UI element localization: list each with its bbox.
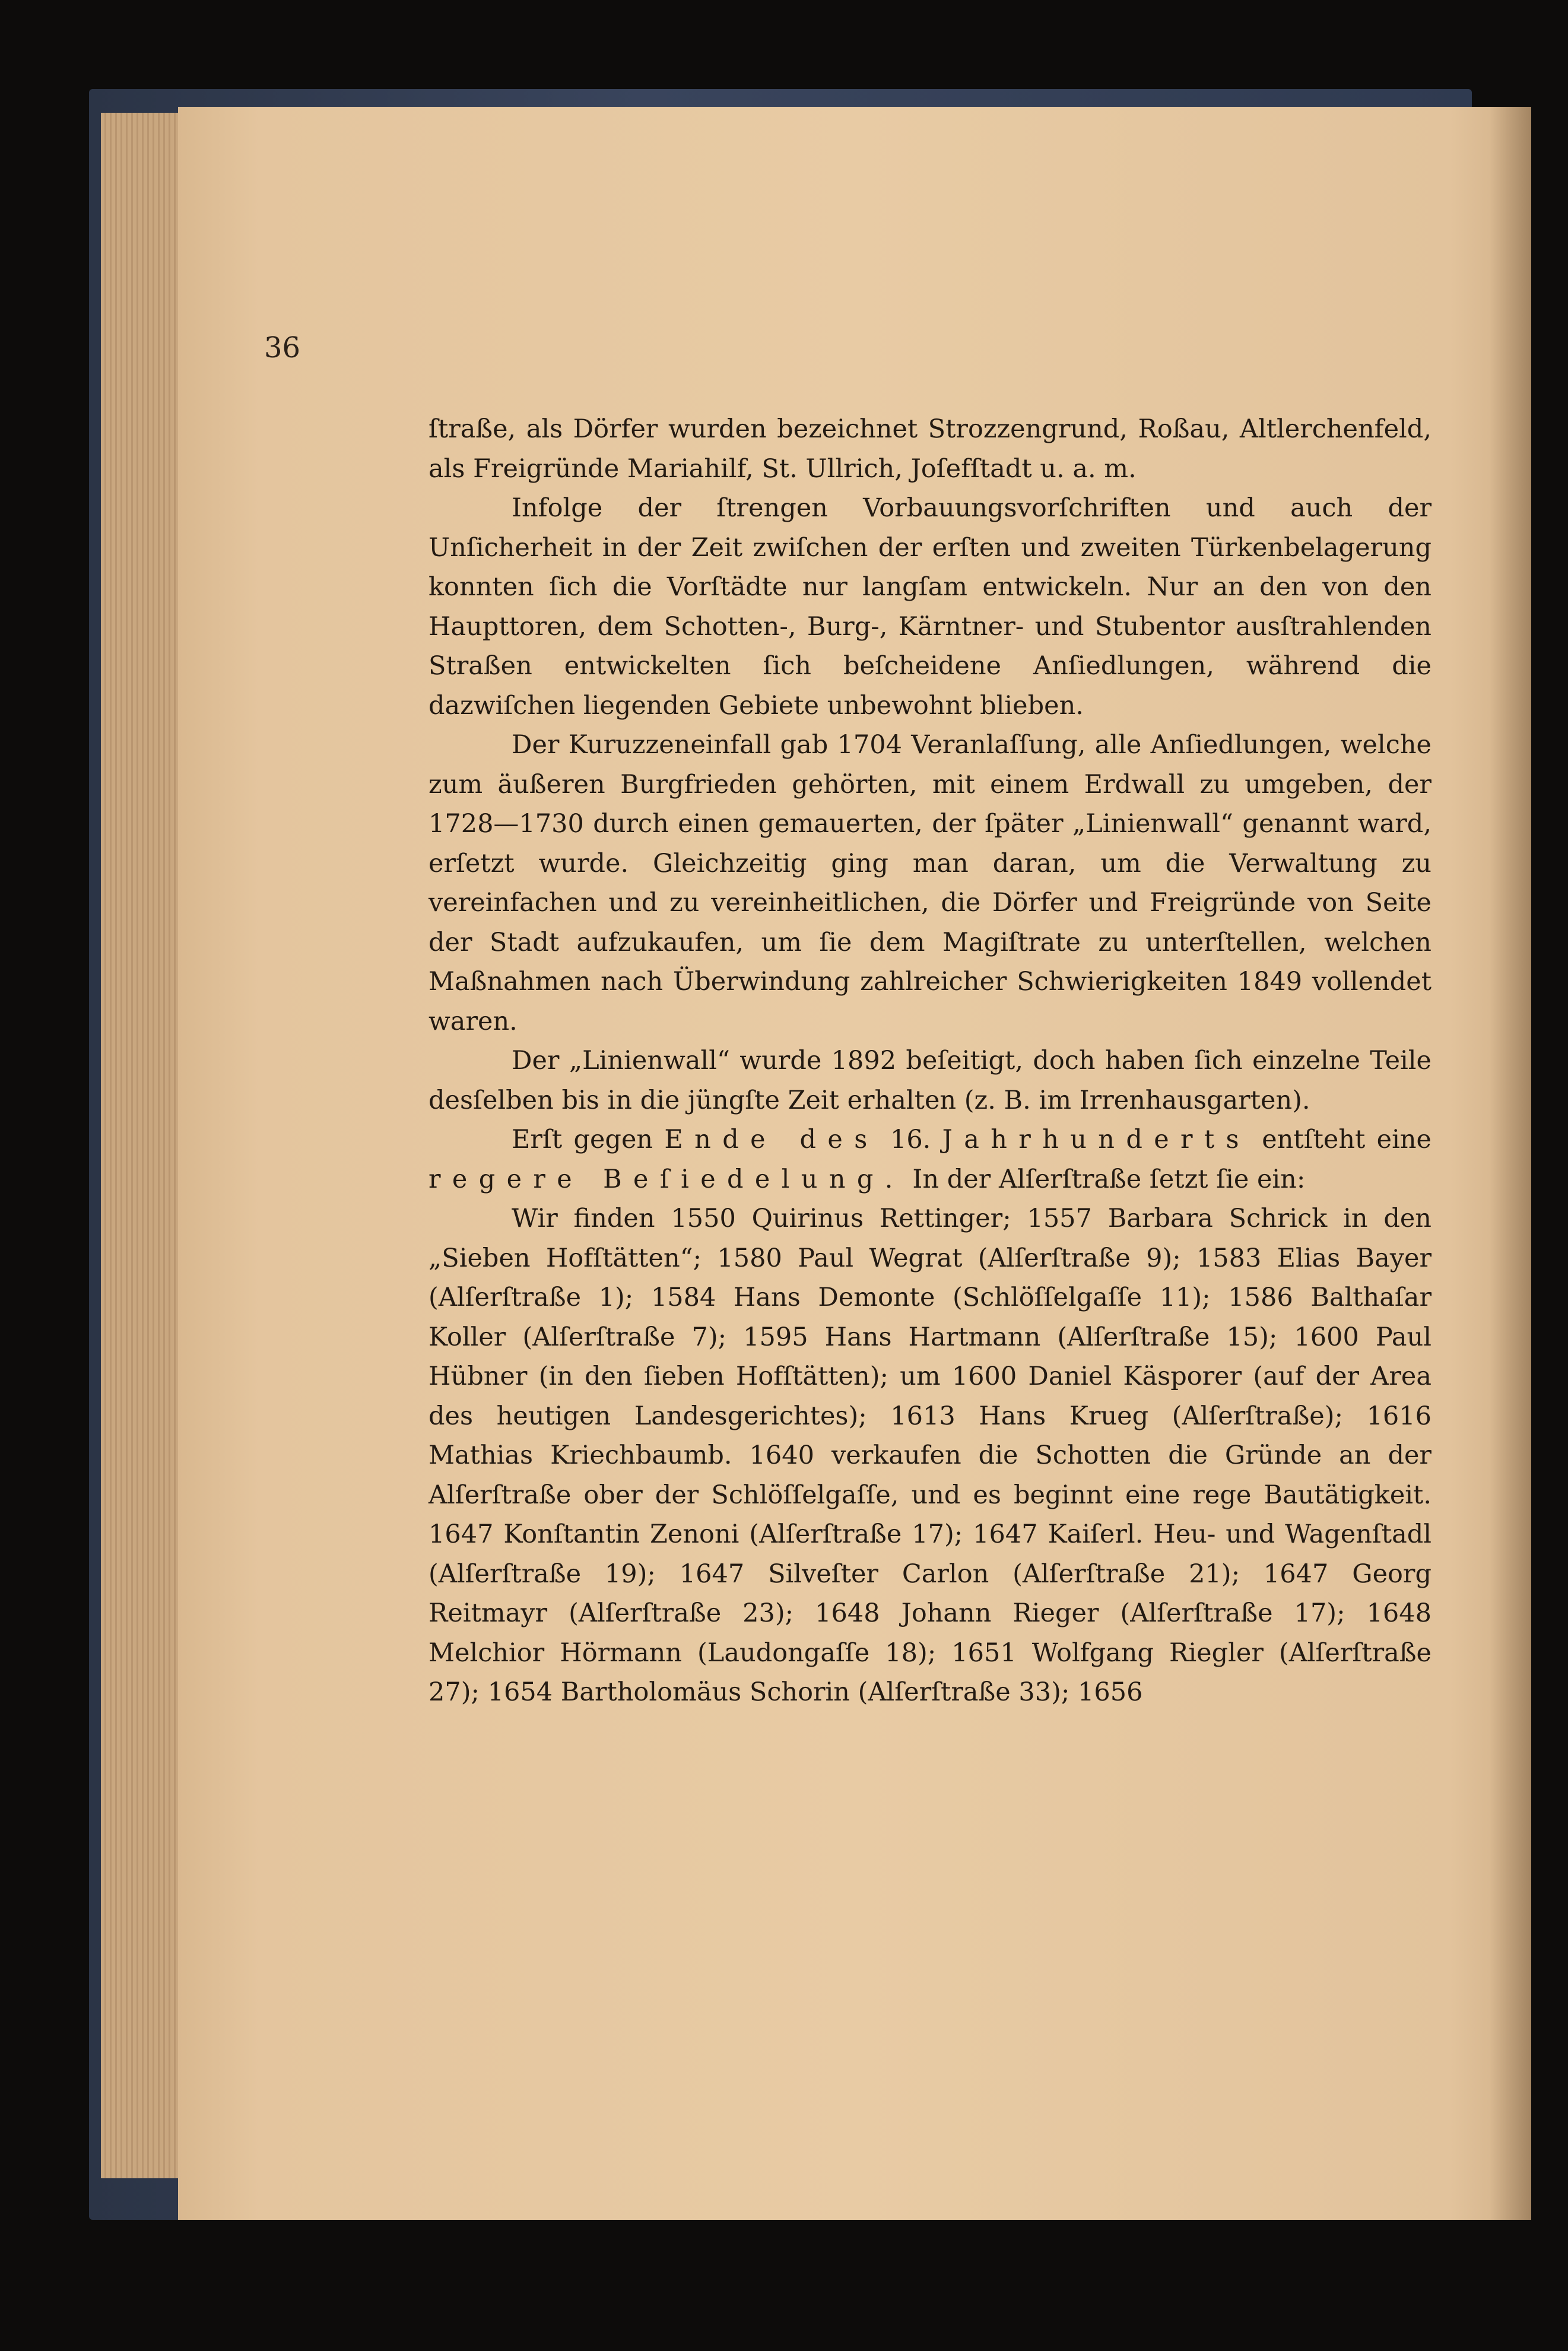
paragraph-3: Der Kuruzzeneinfall gab 1704 Veranlaſſung, alle Anſiedlungen, welche zum äußeren Burgfrieden gehörten, mit einem Erdwall zu umgeben, der 1728—1730 durch einen gemauerten, der ſpäter „Linienwall“ genannt ward, erſetzt wurde. Gleichzeitig ging man daran, um die Verwaltung zu vereinfachen und zu vereinheitlichen, die Dörfer und Freigründe von Seite der Stadt aufzukaufen, um ſie dem Magiſtrate zu unterſtellen, welchen Maßnahmen nach Überwindung zahlreicher Schwierigkeiten 1849 vollendet waren. [428, 730, 1431, 1036]
text-body [428, 410, 1431, 1712]
page-number: 36 [264, 331, 301, 364]
paragraph-5-spaced-1: Ende des [664, 1125, 879, 1154]
gutter-shadow [1490, 107, 1531, 2220]
paragraph-6: Wir finden 1550 Quirinus Rettinger; 1557 Barbara Schrick in den „Sieben Hofſtätten“; 1580 Paul Wegrat (Alſerſtraße 9); 1583 Elias Bayer (Alſerſtraße 1); 1584 Hans Demonte (Schlöſſelgaſſe 11); 1586 Balthaſar Koller (Alſerſtraße 7); 1595 Hans Hartmann (Alſerſtraße 15); 1600 Paul Hübner (in den ſieben Hofſtätten); um 1600 Daniel Käsporer (auf der Area des heutigen Landesgerichtes); 1613 Hans Krueg (Alſerſtraße); 1616 Mathias Kriechbaumb. 1640 verkaufen die Schotten die Gründe an der Alſerſtraße ober der Schlöſſelgaſſe, und es beginnt eine rege Bautätigkeit. 1647 Konſtantin Zenoni (Alſerſtraße 17); 1647 Kaiſerl. Heu- und Wagenſtadl (Alſerſtraße 19); 1647 Silveſter Carlon (Alſerſtraße 21); 1647 Georg Reitmayr (Alſerſtraße 23); 1648 Johann Rieger (Alſerſtraße 17); 1648 Melchior Hörmann (Laudongaſſe 18); 1651 Wolfgang Riegler (Alſerſtraße 27); 1654 Bartholomäus Schorin (Alſerſtraße 33); 1656 [428, 1204, 1431, 1707]
paragraph-5-text-after: In der Alſerſtraße ſetzt ſie ein: [904, 1164, 1306, 1194]
paragraph-2: Infolge der ſtrengen Vorbauungsvorſchriften und auch der Unſicherheit in der Zeit zwiſchen der erſten und zweiten Türkenbelagerung konnten ſich die Vorſtädte nur langſam entwickeln. Nur an den von den Haupttoren, dem Schotten-, Burg-, Kärntner- und Stubentor ausſtrahlenden Straßen entwickelten ſich beſcheidene Anſiedlungen, während die dazwiſchen liegenden Gebiete unbewohnt blieben. [428, 493, 1431, 721]
paragraph-5-text-middle: 16. [878, 1125, 942, 1154]
paragraph-4: Der „Linienwall“ wurde 1892 beſeitigt, doch haben ſich einzelne Teile desſelben bis in die jüngſte Zeit erhalten (z. B. im Irrenhausgarten). [428, 1046, 1431, 1115]
paragraph-5-text-middle-2: entſteht eine [1250, 1125, 1431, 1154]
paragraph-1: ſtraße, als Dörfer wurden bezeichnet Strozzengrund, Roßau, Altlerchenfeld, als Freigründe Mariahilf, St. Ullrich, Joſefſtadt u. a. m. [428, 414, 1431, 484]
paragraph-5-text-before: Erſt gegen [512, 1125, 665, 1154]
paragraph-5 [428, 1120, 1431, 1199]
page-edges [101, 113, 190, 2178]
paragraph-5-spaced-3: regere Beſiedelung. [428, 1164, 904, 1194]
paragraph-5-spaced-2: Jahrhunderts [942, 1125, 1250, 1154]
